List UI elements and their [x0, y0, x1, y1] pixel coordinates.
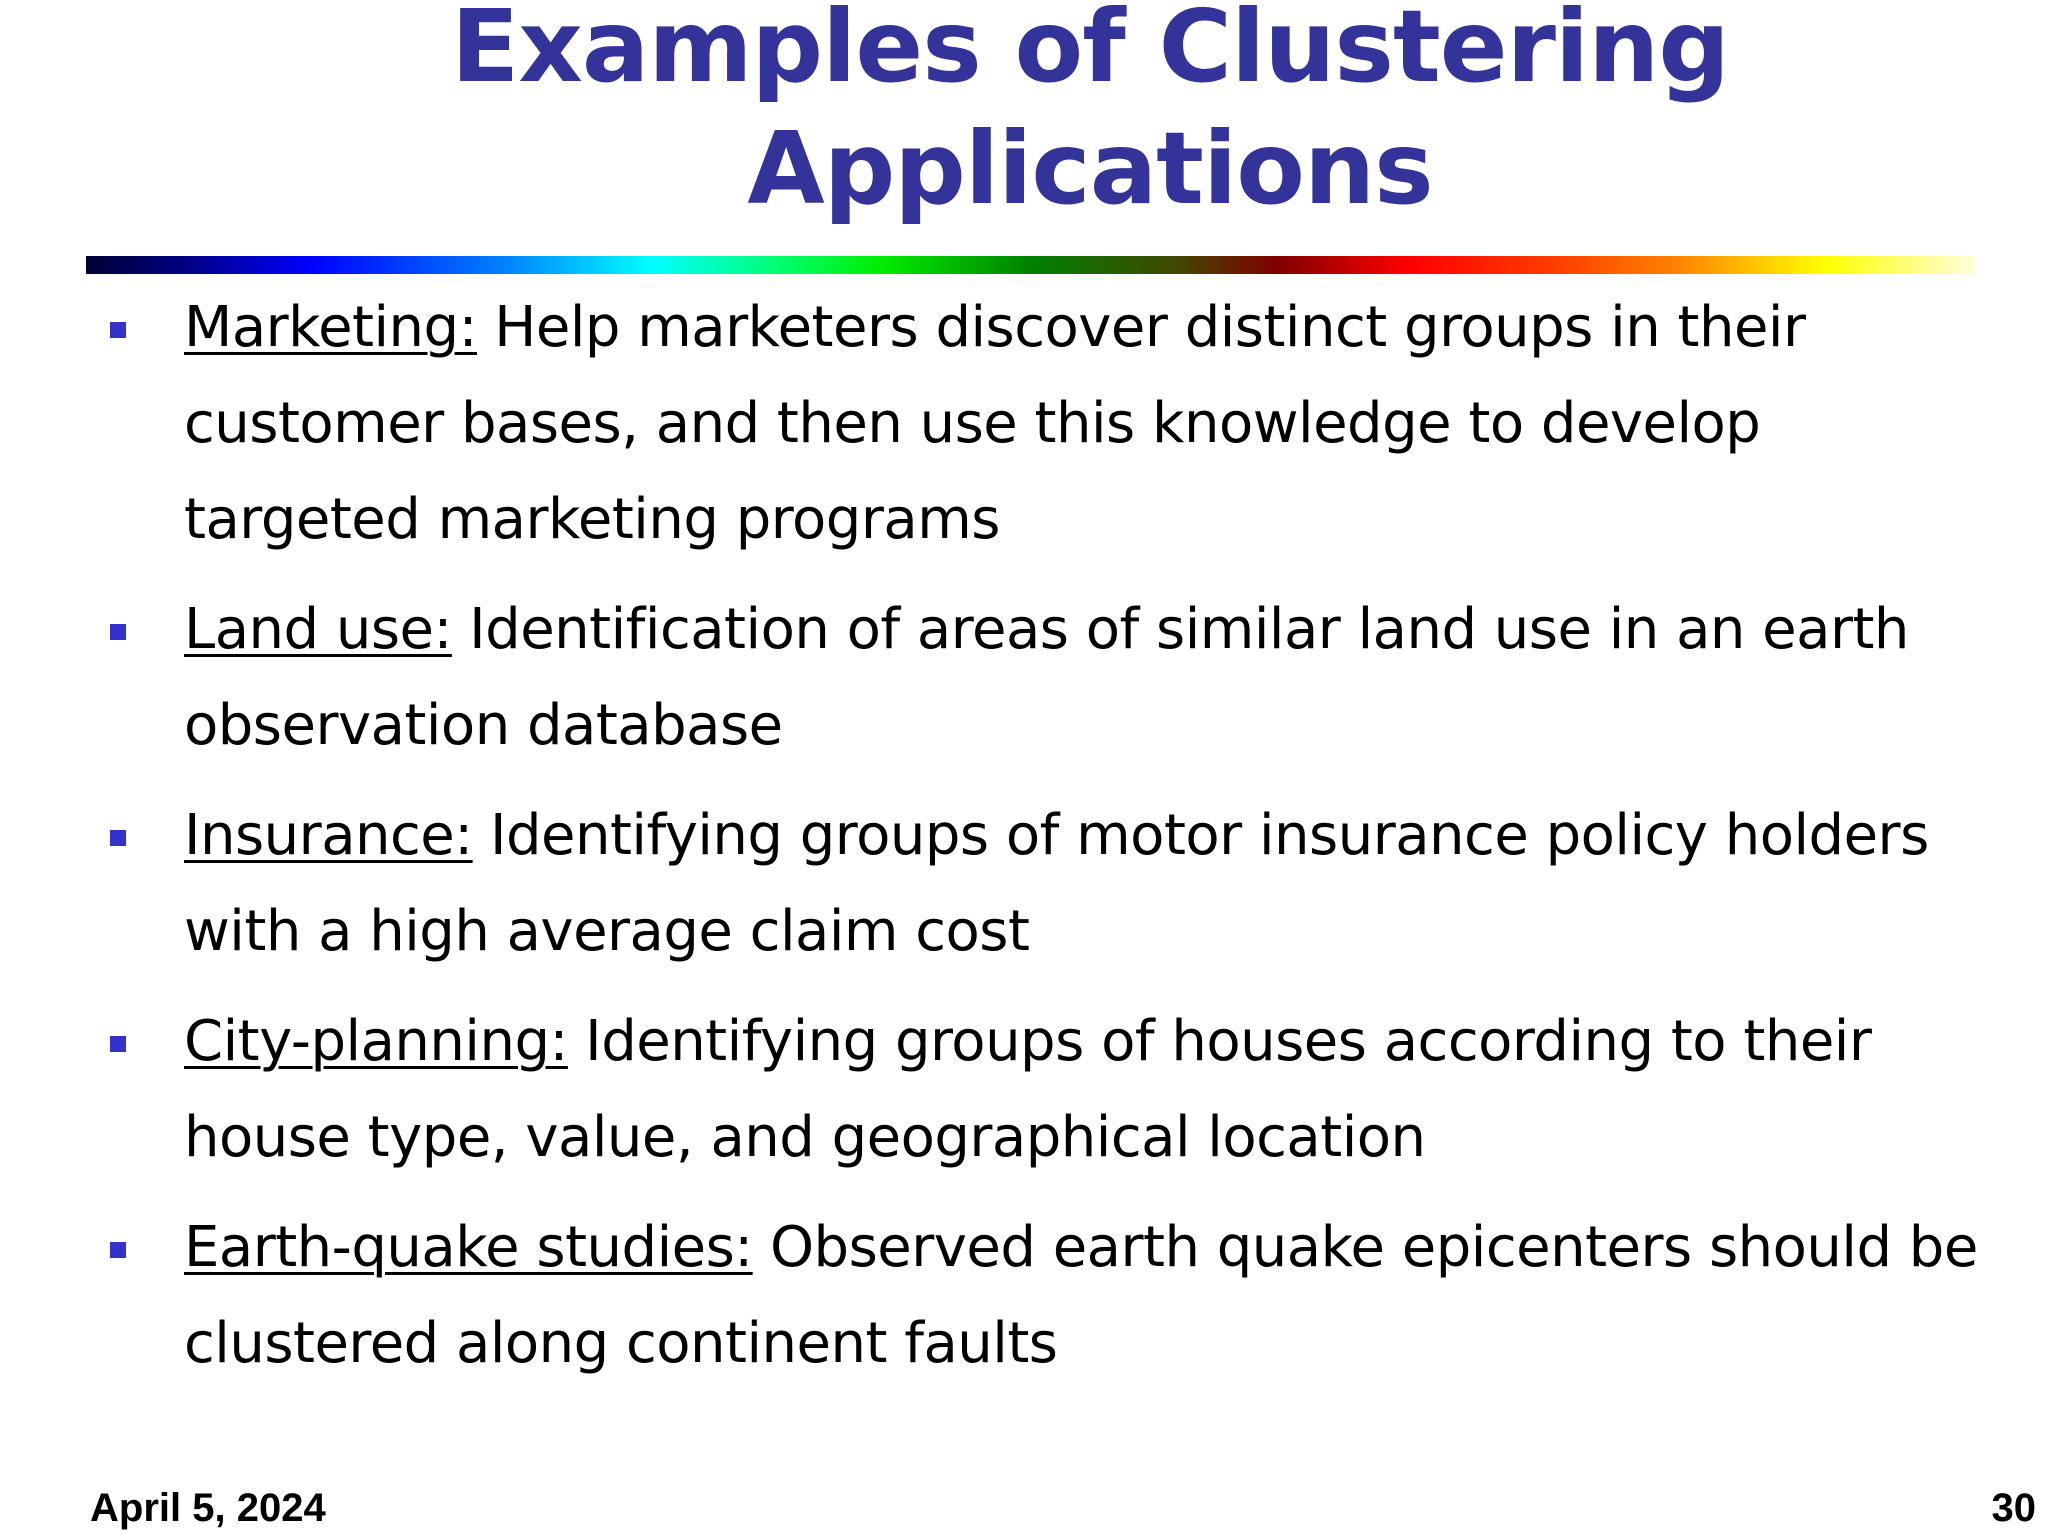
- bullet-item-marketing: [0, 280, 2048, 568]
- square-bullet-icon: [110, 830, 126, 846]
- bullet-text: Help marketers discover distinct groups in their customer bases, and then use this knowledge to develop targeted marketing programs: [184, 295, 1806, 552]
- title-line-2: Applications: [747, 110, 1433, 227]
- bullet-item-city-planning: [0, 994, 2048, 1186]
- bullet-term: Land use:: [184, 597, 452, 662]
- bullet-text: Identifying groups of motor insurance policy holders with a high average claim cost: [184, 803, 1929, 964]
- rainbow-divider: [86, 256, 1976, 274]
- title-line-1: Examples of Clustering: [451, 0, 1729, 105]
- bullet-text: Identification of areas of similar land use in an earth observation database: [184, 597, 1909, 758]
- square-bullet-icon: [110, 1036, 126, 1052]
- bullet-text: Observed earth quake epicenters should be clustered along continent faults: [184, 1215, 1978, 1376]
- square-bullet-icon: [110, 322, 126, 338]
- square-bullet-icon: [110, 1242, 126, 1258]
- bullet-text: Identifying groups of houses according to their house type, value, and geographical location: [184, 1009, 1872, 1170]
- bullet-item-earthquake-studies: [0, 1200, 2048, 1392]
- bullet-term: Insurance:: [184, 803, 473, 868]
- bullet-item-insurance: [0, 788, 2048, 980]
- bullet-item-land-use: [0, 582, 2048, 774]
- bullet-term: Marketing:: [184, 295, 477, 360]
- bullet-term: Earth-quake studies:: [184, 1215, 753, 1280]
- footer-date: April 5, 2024: [90, 1486, 326, 1530]
- bullet-list: [0, 280, 2048, 1406]
- page-number: 30: [1991, 1486, 2036, 1530]
- slide-title: [280, 0, 1900, 230]
- bullet-term: City-planning:: [184, 1009, 568, 1074]
- square-bullet-icon: [110, 624, 126, 640]
